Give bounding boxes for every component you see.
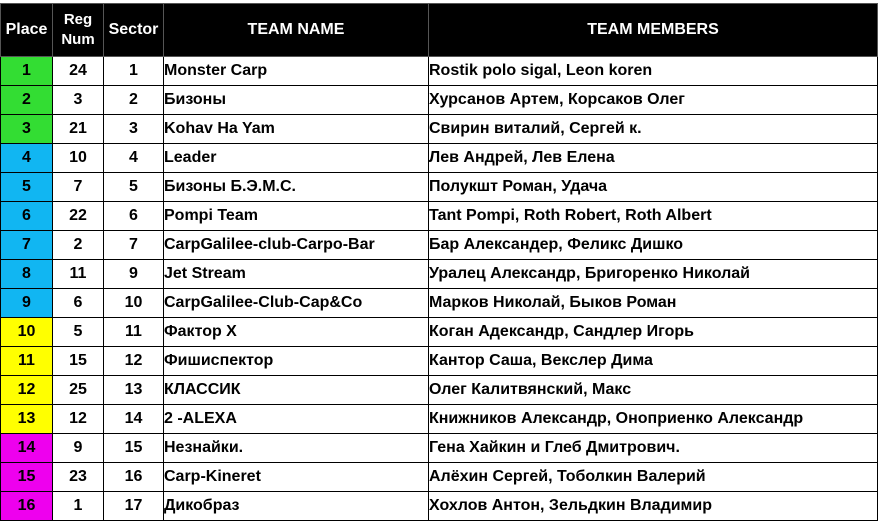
table-row — [1, 173, 878, 202]
header-reg-line1: Reg — [63, 11, 93, 28]
table-row — [1, 492, 878, 521]
reg-num-cell: 12 — [53, 405, 104, 434]
team-members-cell: Кантор Саша, Векслер Дима — [429, 347, 878, 376]
reg-num-cell: 24 — [53, 57, 104, 86]
place-cell: 3 — [1, 115, 53, 144]
table-row — [1, 463, 878, 492]
table-row — [1, 318, 878, 347]
team-name-cell: Бизоны — [164, 86, 429, 115]
reg-num-cell: 10 — [53, 144, 104, 173]
sector-cell: 7 — [104, 231, 164, 260]
place-cell: 15 — [1, 463, 53, 492]
team-name-cell: Pompi Team — [164, 202, 429, 231]
reg-num-cell: 22 — [53, 202, 104, 231]
header-team-members: TEAM MEMBERS — [429, 4, 878, 57]
table-row — [1, 144, 878, 173]
header-place: Place — [1, 4, 53, 57]
team-name-cell: Kohav Ha Yam — [164, 115, 429, 144]
reg-num-cell: 1 — [53, 492, 104, 521]
reg-num-cell: 5 — [53, 318, 104, 347]
place-cell: 10 — [1, 318, 53, 347]
place-cell: 14 — [1, 434, 53, 463]
sector-cell: 10 — [104, 289, 164, 318]
place-cell: 5 — [1, 173, 53, 202]
team-members-cell: Хурсанов Артем, Корсаков Олег — [429, 86, 878, 115]
sector-cell: 14 — [104, 405, 164, 434]
reg-num-cell: 7 — [53, 173, 104, 202]
reg-num-cell: 23 — [53, 463, 104, 492]
reg-num-cell: 3 — [53, 86, 104, 115]
place-cell: 16 — [1, 492, 53, 521]
table-row — [1, 289, 878, 318]
table-row — [1, 347, 878, 376]
header-row — [1, 4, 878, 57]
sector-cell: 11 — [104, 318, 164, 347]
team-members-cell: Олег Калитвянский, Макс — [429, 376, 878, 405]
team-name-cell: Незнайки. — [164, 434, 429, 463]
reg-num-cell: 25 — [53, 376, 104, 405]
sector-cell: 2 — [104, 86, 164, 115]
reg-num-cell: 11 — [53, 260, 104, 289]
table-row — [1, 434, 878, 463]
place-cell: 1 — [1, 57, 53, 86]
team-members-cell: Rostik polo sigal, Leon koren — [429, 57, 878, 86]
table-row — [1, 202, 878, 231]
team-name-cell: CarpGalilee-Club-Cap&Co — [164, 289, 429, 318]
header-sector: Sector — [104, 4, 164, 57]
team-name-cell: Фактор Х — [164, 318, 429, 347]
sector-cell: 9 — [104, 260, 164, 289]
reg-num-cell: 6 — [53, 289, 104, 318]
place-cell: 7 — [1, 231, 53, 260]
table-row — [1, 231, 878, 260]
team-members-cell: Лев Андрей, Лев Елена — [429, 144, 878, 173]
place-cell: 13 — [1, 405, 53, 434]
team-members-cell: Полукшт Роман, Удача — [429, 173, 878, 202]
team-members-cell: Уралец Александр, Бригоренко Николай — [429, 260, 878, 289]
place-cell: 11 — [1, 347, 53, 376]
sector-cell: 17 — [104, 492, 164, 521]
team-members-cell: Бар Александер, Феликс Дишко — [429, 231, 878, 260]
sector-cell: 1 — [104, 57, 164, 86]
table-row — [1, 115, 878, 144]
team-members-cell: Гена Хайкин и Глеб Дмитрович. — [429, 434, 878, 463]
team-name-cell: Jet Stream — [164, 260, 429, 289]
team-members-cell: Коган Адександр, Сандлер Игорь — [429, 318, 878, 347]
team-members-cell: Tant Pompi, Roth Robert, Roth Albert — [429, 202, 878, 231]
header-team-name: TEAM NAME — [164, 4, 429, 57]
reg-num-cell: 2 — [53, 231, 104, 260]
team-name-cell: КЛАССИК — [164, 376, 429, 405]
table-row — [1, 57, 878, 86]
sector-cell: 15 — [104, 434, 164, 463]
table-row — [1, 376, 878, 405]
team-members-cell: Хохлов Антон, Зельдкин Владимир — [429, 492, 878, 521]
reg-num-cell: 15 — [53, 347, 104, 376]
team-name-cell: Бизоны Б.Э.М.С. — [164, 173, 429, 202]
place-cell: 8 — [1, 260, 53, 289]
sector-cell: 13 — [104, 376, 164, 405]
table-row — [1, 86, 878, 115]
team-members-cell: Книжников Александр, Оноприенко Александр — [429, 405, 878, 434]
team-members-cell: Свирин виталий, Сергей к. — [429, 115, 878, 144]
sector-cell: 12 — [104, 347, 164, 376]
table-header — [1, 4, 878, 57]
team-members-cell: Марков Николай, Быков Роман — [429, 289, 878, 318]
sector-cell: 4 — [104, 144, 164, 173]
sector-cell: 16 — [104, 463, 164, 492]
results-table — [0, 3, 878, 521]
place-cell: 12 — [1, 376, 53, 405]
team-name-cell: Monster Carp — [164, 57, 429, 86]
table-body — [1, 57, 878, 521]
header-reg-line2: Num — [61, 31, 95, 48]
reg-num-cell: 9 — [53, 434, 104, 463]
sector-cell: 3 — [104, 115, 164, 144]
place-cell: 9 — [1, 289, 53, 318]
sector-cell: 6 — [104, 202, 164, 231]
team-name-cell: Дикобраз — [164, 492, 429, 521]
sector-cell: 5 — [104, 173, 164, 202]
place-cell: 2 — [1, 86, 53, 115]
header-reg-num — [53, 4, 104, 57]
team-name-cell: Фишиспектор — [164, 347, 429, 376]
team-name-cell: Carp-Kineret — [164, 463, 429, 492]
table-row — [1, 260, 878, 289]
team-name-cell: CarpGalilee-club-Carpo-Bar — [164, 231, 429, 260]
place-cell: 4 — [1, 144, 53, 173]
place-cell: 6 — [1, 202, 53, 231]
team-members-cell: Алёхин Сергей, Тоболкин Валерий — [429, 463, 878, 492]
table-row — [1, 405, 878, 434]
reg-num-cell: 21 — [53, 115, 104, 144]
team-name-cell: 2 -ALEXA — [164, 405, 429, 434]
team-name-cell: Leader — [164, 144, 429, 173]
